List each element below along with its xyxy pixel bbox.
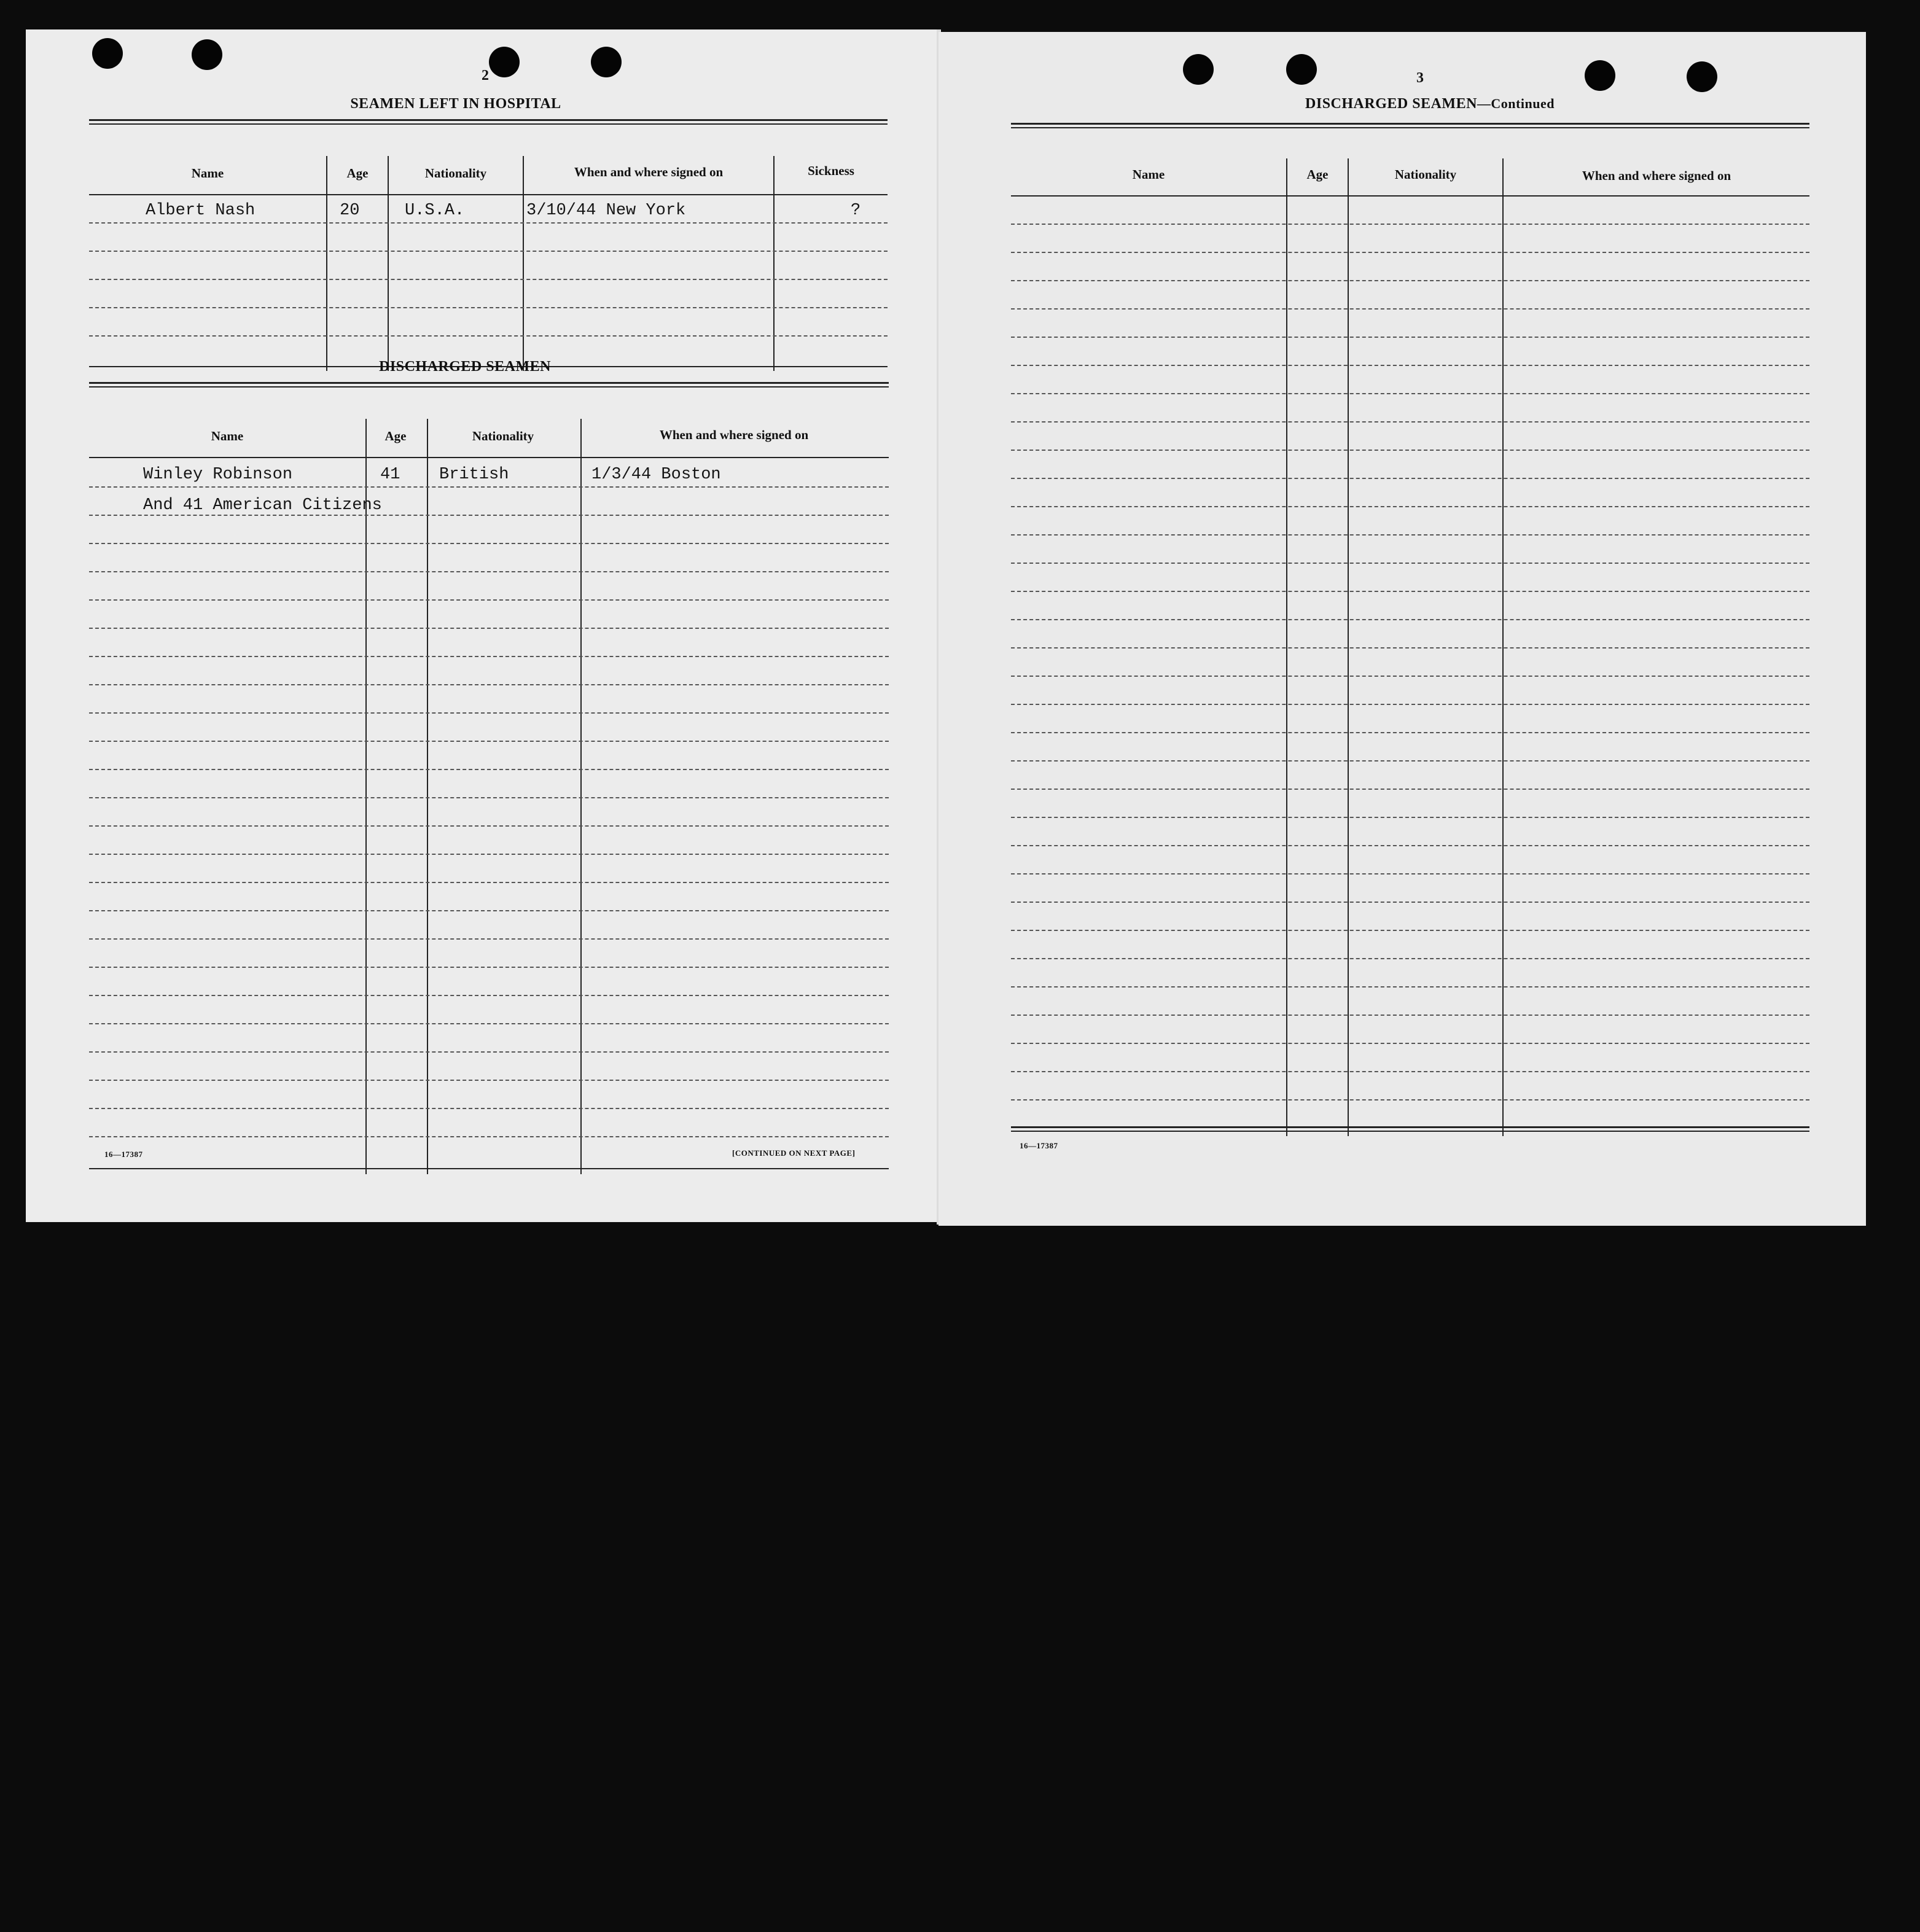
col-header-age: Age: [1306, 167, 1329, 182]
page-number: 3: [1416, 70, 1424, 86]
col-header-name: Name: [1132, 167, 1165, 182]
hospital-section-title: SEAMEN LEFT IN HOSPITAL: [350, 96, 561, 112]
seaman-name: Albert Nash: [146, 201, 256, 220]
left-page: [26, 29, 941, 1222]
punch-hole: [1286, 54, 1317, 85]
col-header-nationality: Nationality: [472, 429, 534, 443]
col-header-signed-on: When and where signed on: [1582, 168, 1731, 183]
seaman-sickness: ?: [851, 201, 861, 220]
continued-note: [CONTINUED ON NEXT PAGE]: [732, 1148, 856, 1158]
seaman-signed-on: 1/3/44 Boston: [591, 465, 721, 484]
punch-hole: [591, 47, 622, 77]
discharged-continued-table: [1011, 123, 1809, 1136]
col-header-name: Name: [211, 429, 244, 443]
page-number: 2: [482, 68, 489, 84]
seaman-age: 20: [340, 201, 360, 220]
col-header-nationality: Nationality: [424, 166, 487, 181]
title-main: DISCHARGED SEAMEN: [1305, 96, 1477, 112]
seaman-name: And 41 American Citizens: [143, 496, 382, 515]
col-header-signed-on: When and where signed on: [574, 165, 724, 179]
punch-hole: [92, 38, 123, 69]
form-number: 16—17387: [1020, 1141, 1058, 1150]
punch-hole: [1687, 61, 1717, 92]
form-number: 16—17387: [104, 1150, 143, 1159]
seaman-nationality: U.S.A.: [405, 201, 465, 220]
col-header-age: Age: [346, 166, 369, 181]
seaman-name: Winley Robinson: [143, 465, 293, 484]
discharged-section-title: DISCHARGED SEAMEN: [379, 359, 551, 375]
punch-hole: [192, 39, 222, 70]
punch-hole: [489, 47, 520, 77]
punch-hole: [1183, 54, 1214, 85]
col-header-nationality: Nationality: [1394, 167, 1457, 182]
discharged-table: [89, 382, 889, 1174]
seaman-nationality: British: [439, 465, 509, 484]
hospital-table: [89, 119, 888, 371]
col-header-name: Name: [191, 166, 224, 181]
seaman-age: 41: [380, 465, 400, 484]
punch-hole: [1585, 60, 1615, 91]
col-header-sickness: Sickness: [808, 163, 854, 178]
col-header-signed-on: When and where signed on: [659, 427, 809, 442]
seaman-signed-on: 3/10/44 New York: [526, 201, 686, 220]
right-page: [939, 32, 1866, 1226]
title-suffix: —Continued: [1477, 96, 1555, 111]
col-header-age: Age: [384, 429, 407, 443]
discharged-continued-title: [1246, 96, 1614, 112]
